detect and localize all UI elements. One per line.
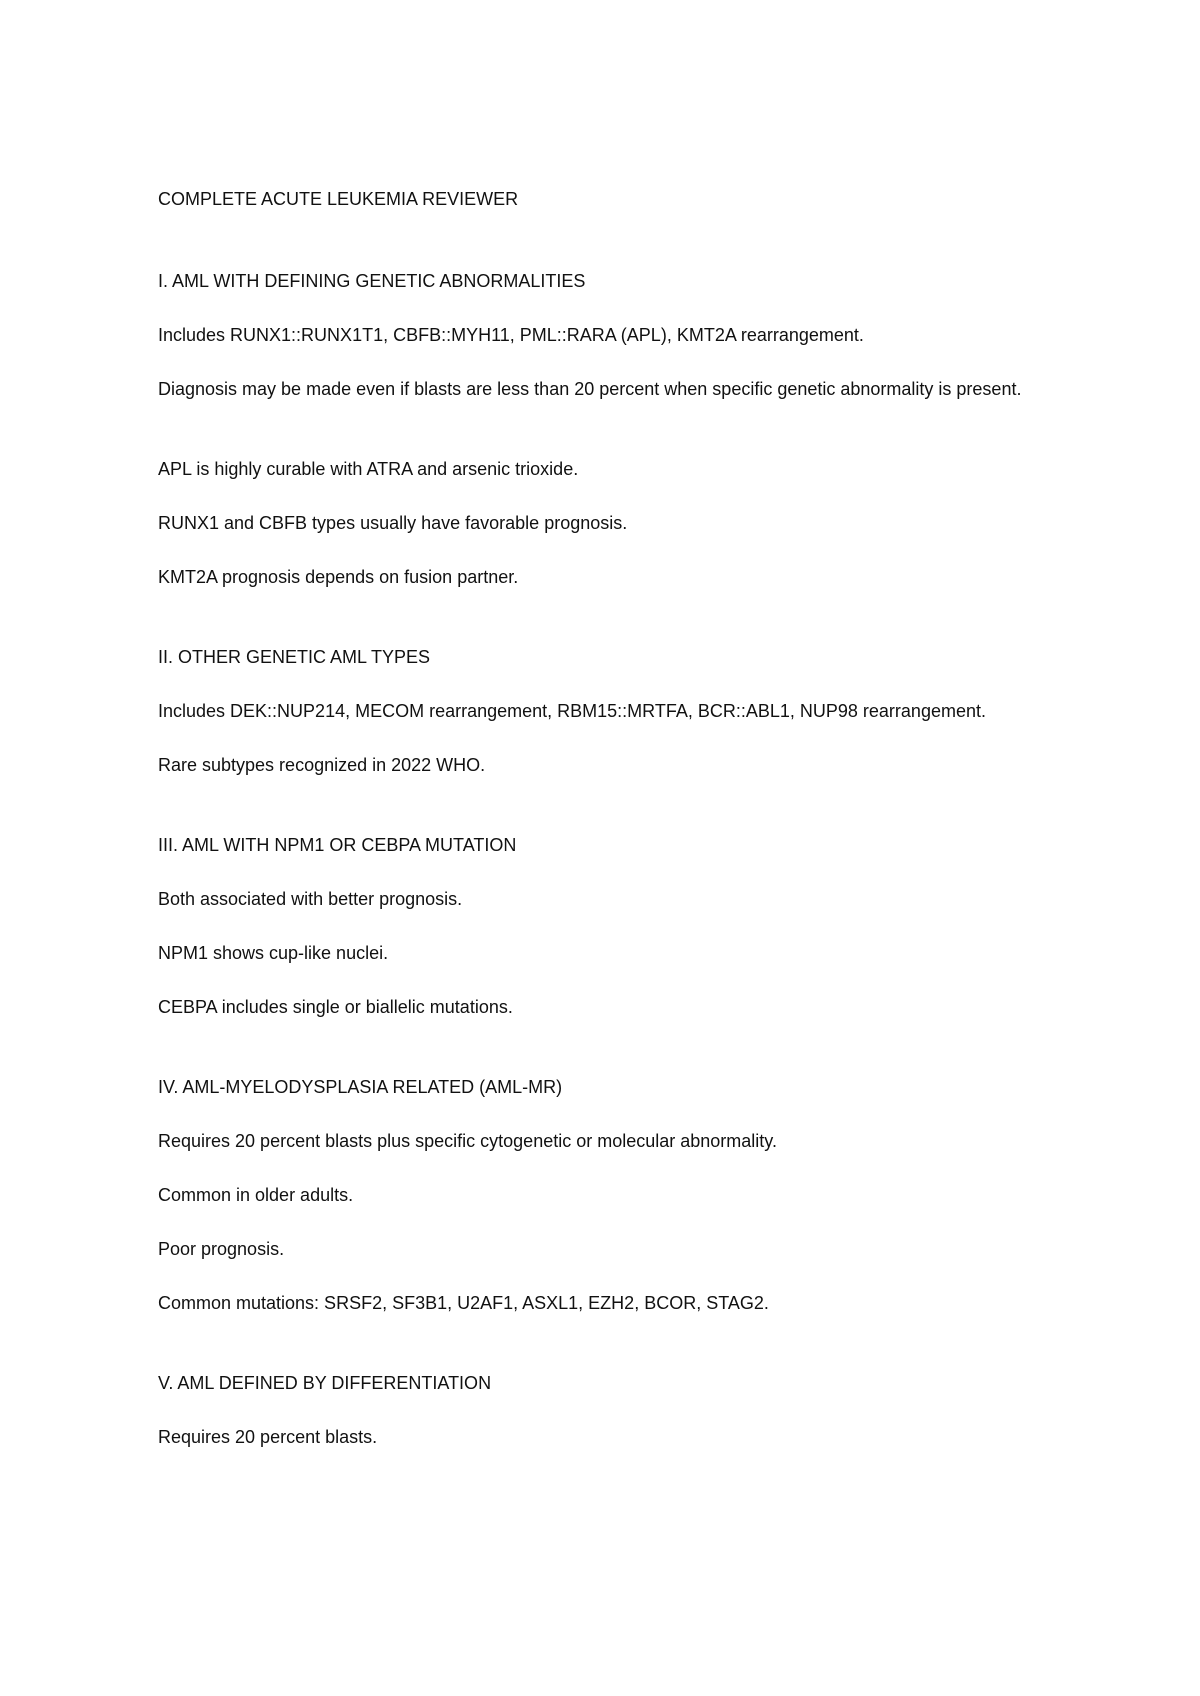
paragraph: Includes DEK::NUP214, MECOM rearrangement, RBM15::MRTFA, BCR::ABL1, NUP98 rearrangement. bbox=[158, 701, 986, 721]
paragraph: Requires 20 percent blasts. bbox=[158, 1427, 378, 1447]
paragraph: Rare subtypes recognized in 2022 WHO. bbox=[158, 755, 486, 775]
section-5 bbox=[158, 1370, 1058, 1450]
section-heading: V. AML DEFINED BY DIFFERENTIATION bbox=[158, 1373, 492, 1393]
paragraph: CEBPA includes single or biallelic mutations. bbox=[158, 997, 513, 1017]
section-heading: II. OTHER GENETIC AML TYPES bbox=[158, 647, 431, 667]
section-heading: III. AML WITH NPM1 OR CEBPA MUTATION bbox=[158, 835, 517, 855]
paragraph: APL is highly curable with ATRA and arsenic trioxide. bbox=[158, 459, 579, 479]
paragraph: Both associated with better prognosis. bbox=[158, 889, 463, 909]
paragraph: Poor prognosis. bbox=[158, 1239, 285, 1259]
document-title: COMPLETE ACUTE LEUKEMIA REVIEWER bbox=[158, 189, 519, 209]
paragraph: KMT2A prognosis depends on fusion partner. bbox=[158, 567, 519, 587]
paragraph: Includes RUNX1::RUNX1T1, CBFB::MYH11, PML::RARA (APL), KMT2A rearrangement. bbox=[158, 325, 864, 345]
paragraph: Common mutations: SRSF2, SF3B1, U2AF1, ASXL1, EZH2, BCOR, STAG2. bbox=[158, 1293, 769, 1313]
paragraph: Requires 20 percent blasts plus specific cytogenetic or molecular abnormality. bbox=[158, 1131, 777, 1151]
section-3 bbox=[158, 832, 1058, 1020]
section-heading: IV. AML-MYELODYSPLASIA RELATED (AML-MR) bbox=[158, 1077, 563, 1097]
section-2 bbox=[158, 644, 1058, 778]
section-heading: I. AML WITH DEFINING GENETIC ABNORMALITIES bbox=[158, 271, 586, 291]
paragraph: RUNX1 and CBFB types usually have favorable prognosis. bbox=[158, 513, 628, 533]
paragraph: NPM1 shows cup-like nuclei. bbox=[158, 943, 389, 963]
section-4 bbox=[158, 1074, 1058, 1316]
paragraph: Diagnosis may be made even if blasts are less than 20 percent when specific genetic abnormality is present. bbox=[158, 379, 1022, 399]
document-page bbox=[158, 186, 1058, 1478]
section-1 bbox=[158, 268, 1058, 590]
paragraph: Common in older adults. bbox=[158, 1185, 354, 1205]
